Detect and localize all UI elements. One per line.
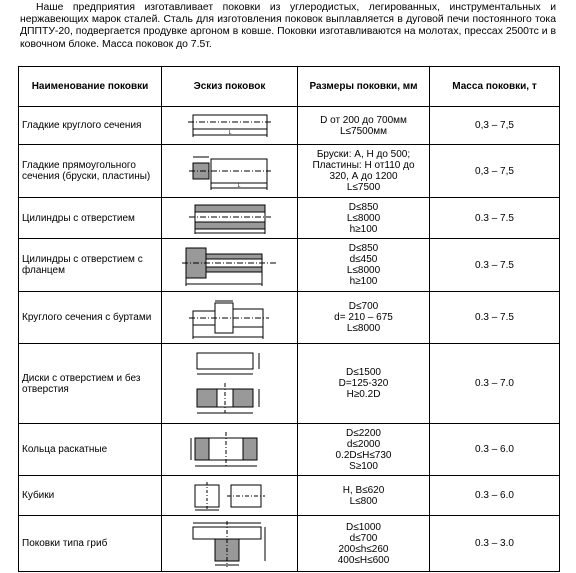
dims-line: L≤8000	[346, 323, 381, 334]
dims-line: L≤7500мм	[339, 125, 388, 137]
row-name: Поковки типа гриб	[19, 516, 162, 572]
row-mass: 0.3 – 7.5	[430, 239, 560, 292]
dims-line: 400≤H≤600	[337, 554, 390, 566]
svg-text:L: L	[228, 129, 231, 136]
row-mass: 0.3 – 6.0	[430, 424, 560, 476]
row-name: Цилиндры с отверстием с фланцем	[19, 239, 162, 292]
dims-line: D≤1500	[346, 367, 381, 378]
intro-paragraph: Наше предприятия изготавливает поковки из углеродистых, легированных, инструментальных и нержавеющих марок сталей. Сталь для изготовления поковок выплавляется в дуговой печи постоянного тока ДППТУ-20, подвергается продувке аргоном в ковше. Поковки изготавливаются на молотах, прессах 2500тс и в ковочном блоке. Масса поковок до 7.5т.	[20, 2, 556, 50]
dims-line: D≤850	[348, 201, 379, 213]
dims-line: Пластины: Н от110 до	[312, 160, 415, 171]
row-name: Кубики	[19, 476, 162, 516]
table-row	[19, 107, 560, 145]
row-name: Цилиндры с отверстием	[19, 198, 162, 239]
dims-line: L≤8000	[346, 265, 381, 276]
row-name: Гладкие круглого сечения	[19, 107, 162, 145]
table-row	[19, 344, 560, 424]
row-mass: 0.3 – 7.5	[430, 292, 560, 344]
row-mass: 0.3 – 7.5	[430, 198, 560, 239]
table-row	[19, 424, 560, 476]
header-dims: Размеры поковки, мм	[298, 67, 430, 107]
round-bar-sketch-icon	[185, 111, 275, 141]
dims-line: 200≤h≤260	[338, 543, 389, 555]
dims-line: h≥100	[349, 223, 378, 235]
row-name: Кольца раскатные	[19, 424, 162, 476]
row-mass: 0.3 – 7.0	[430, 344, 560, 424]
dims-line: D≤700	[348, 301, 379, 312]
header-sketch: Эскиз поковок	[162, 67, 298, 107]
dims-line: h≥100	[349, 276, 378, 287]
row-mass: 0.3 – 6.0	[430, 476, 560, 516]
row-mass: 0,3 – 7,5	[430, 145, 560, 198]
row-mass: 0.3 – 3.0	[430, 516, 560, 572]
dims-line: L≤7500	[346, 182, 381, 193]
dims-line: S≥100	[349, 460, 378, 472]
dims-line: D≤2200	[346, 427, 381, 439]
dims-line: D≤850	[348, 243, 379, 254]
table-header-row	[19, 67, 560, 107]
table-row	[19, 476, 560, 516]
row-name: Круглого сечения с буртами	[19, 292, 162, 344]
row-name: Диски с отверстием и без отверстия	[19, 344, 162, 424]
dims-line: d= 210 – 675	[334, 312, 393, 323]
dims-line: D от 200 до 700мм	[320, 114, 407, 126]
dims-line: Бруски: А, Н до 500;	[316, 149, 411, 160]
table-row	[19, 198, 560, 239]
dims-line: 320, А до 1200	[329, 171, 398, 182]
row-name: Гладкие прямоугольного сечения (бруски, пластины)	[19, 145, 162, 198]
dims-line: L≤8000	[346, 212, 381, 224]
table-row	[19, 292, 560, 344]
dims-line: L≤800	[349, 495, 378, 507]
dims-line: d≤450	[349, 254, 378, 265]
table-row	[19, 145, 560, 198]
header-name: Наименование поковки	[19, 67, 162, 107]
dims-line: 0.2D≤H≤730	[335, 449, 392, 461]
hollow-cylinder-sketch-icon	[185, 201, 275, 235]
svg-text:L: L	[237, 183, 240, 189]
cube-sketch-icon	[185, 479, 275, 513]
dims-line: D≤1000	[346, 521, 381, 533]
disc-sketch-icon	[185, 347, 275, 421]
dims-line: D=125-320	[338, 378, 389, 389]
header-mass: Масса поковки, т	[430, 67, 560, 107]
forgings-table	[18, 66, 560, 572]
stepped-shaft-sketch-icon	[185, 295, 275, 341]
rolled-ring-sketch-icon	[185, 428, 275, 472]
mushroom-forging-sketch-icon	[185, 519, 275, 569]
dims-line: Н, В≤620	[342, 484, 385, 496]
table-row	[19, 516, 560, 572]
rectangular-bar-sketch-icon	[185, 149, 275, 193]
row-mass: 0,3 – 7,5	[430, 107, 560, 145]
dims-line: d≤2000	[346, 438, 381, 450]
flanged-cylinder-sketch-icon	[180, 242, 280, 288]
dims-line: d≤700	[349, 532, 378, 544]
dims-line: H≥0.2D	[346, 389, 381, 400]
table-row	[19, 239, 560, 292]
